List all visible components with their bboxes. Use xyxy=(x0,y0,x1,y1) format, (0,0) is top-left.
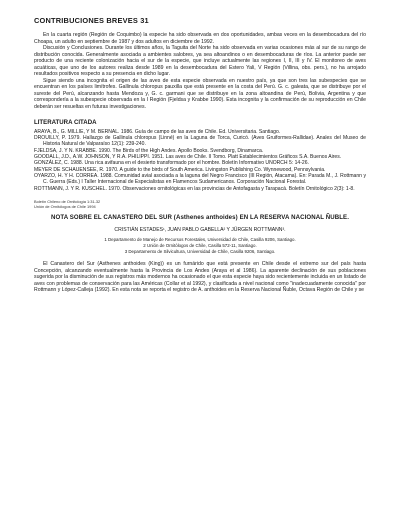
paragraph-subspecies: Sigue siendo una incognita el origen de las aves de esta especie observada en nuestro país, ya que son tres las subespecies que se encuentran en los países limítrofes. Gallinula chloropus pauxilla que está presente en la costa del Perú. G. c. galeata, que se distribuye por el sureste del Perú, alcanzando hasta Mendoza y, G. c. garmani que se distribuye en la zona altoandina de Perú, Bolivia, Argentina y que correspondería a la subespecie observada en la I Región (Fjeldsa y Krabbe 1990). Esta incognita y la confirmación de su reproducción en Chile deberán ser resueltas en futuras investigaciones. xyxy=(34,77,366,111)
citation-line: Boletín Chileno de Ornitología 1:31-32 xyxy=(34,199,101,204)
affiliation-line: 2 Unión de Ornitólogos de Chile, Casilla 572-11, Santiago. xyxy=(143,243,257,248)
reference-item: FJELDSA, J. Y N. KRABBE. 1990. The Birds of the High Andes. Apollo Books. Svendborg, Dinamarca. xyxy=(34,147,264,154)
affiliation-line: 1 Departamento de Manejo de Recursos Forestales, Universidad de Chile, Casilla 9206, Santiago. xyxy=(104,237,296,243)
note-body: El Canastero del Sur (Asthenes anthoides (King)) es un furnárido que está presente en Chile desde el extremo sur del país hasta Concepción, alcanzando eventualmente hasta la Provincia de Los Andes (Araya et al 1986). La aparente declinación de sus poblaciones sugerida por la disminución de sus registros más modernos ha ocasionado el que esta especie haya sido recientemente incluida en un listado de aves con problemas de conservación para las Américas (Collar et al 1992), y clasificada a nivel nacional como "inadecuadamente conocida" por Rottmann y López-Calleja (1992). En esta nota se reporta el registro de A. anthoides en la Reserva Nacional Ñuble, Octava Región de Chile y se xyxy=(34,261,366,294)
journal-citation xyxy=(34,200,366,209)
reference-item: GOODALL, J.D., A.W. JOHNSON, Y R.A. PHILIPPI. 1951. Las aves de Chile. II Tomo. Platt Establecimientos Gráficos S.A. Buenos Aires. xyxy=(34,153,342,160)
reference-item: OYARZO, H. Y H. CORREA. 1988. Comunidad avial asociada a la laguna del Negro Francisco (III Región, Atacama). En: Parada M., J. Rottmann y C. Guerra (Eds.) I Taller Internacional de Especialistas en Flamencos Sudamericanos. Corporación Nacional Forestal. xyxy=(34,172,366,186)
literature-heading: LITERATURA CITADA xyxy=(34,118,97,126)
reference-item: ARAYA, B., G. MILLIE, Y M. BERNAL. 1986. Guía de campo de las aves de Chile. Ed. Universitaria. Santiago. xyxy=(34,128,281,135)
author-affiliations xyxy=(34,237,366,254)
paragraph-coquimbo: En la cuarta región (Región de Coquimbo) la especie ha sido observada en dos oportunidades, ambas veces en la desembocadura del río Choapa, un adulto en septiembre de 1987 y dos adultos en diciembre de 1992. xyxy=(34,32,366,45)
note-title: NOTA SOBRE EL CANASTERO DEL SUR (Asthenes anthoides) EN LA RESERVA NACIONAL ÑUBLE. xyxy=(50,214,350,222)
affiliation-line: 3 Departamento de Silvicultura, Universidad de Chile, Casilla 9206, Santiago. xyxy=(124,248,276,254)
note-authors: CRISTIÁN ESTADES¹, JUAN PABLO GABELLA² Y JÜRGEN ROTTMANN³. xyxy=(114,227,286,234)
reference-item: ROTTMANN, J. Y R. KUSCHEL. 1970. Observaciones ornitológicas en las provincias de Antofagasta y Tarapacá. Boletín Ornitológico 2(3): 1-8. xyxy=(34,185,355,192)
reference-item: MEYER DE SCHAUENSEE, R. 1970. A guide to the birds of South America. Livingston Publishing Co. Wynnewood, Pennsylvania. xyxy=(34,166,326,173)
running-head: CONTRIBUCIONES BREVES 31 xyxy=(34,16,149,25)
reference-item: DROUILLY, P. 1979. Hallazgo de Gallinula chloropus (Linné) en la Laguna de Torca, Curicó. (Aves Gruiformes-Rallidae). Anales del Museo de Historia Natural de Valparaíso 12(1): 239-240. xyxy=(34,134,366,148)
reference-item: GONZÁLEZ, C. 1988. Una rica avifauna en el desierto transformado por el hombre. Boletín Informativo UNORCH 5: 14-26. xyxy=(34,160,309,167)
citation-line: Unión de Ornitólogos de Chile 1994 xyxy=(34,203,96,209)
reference-list xyxy=(34,129,366,192)
paragraph-discussion: Discusión y Conclusiones. Durante los últimos años, la Taguita del Norte ha sido observada en varias ocasiones más al sur de su rango de distribución conocida. Generalmente asociada a ambientes salobres, ya sea altoandinos o en desembocaduras de ríos. La anterior puede ser producto de una reciente colonización hacia el sur de la especie, que incluye actualmente las regiones I, II, III y IV. El monitoreo de aves acuáticas, que uno de los autores realiza desde 1989 en la desembocadura del Estero Yali, V Región (Villina, obs. pers.), no ha arrojado resultados positivos respecto a su presencia en dicho lugar. xyxy=(34,45,366,78)
